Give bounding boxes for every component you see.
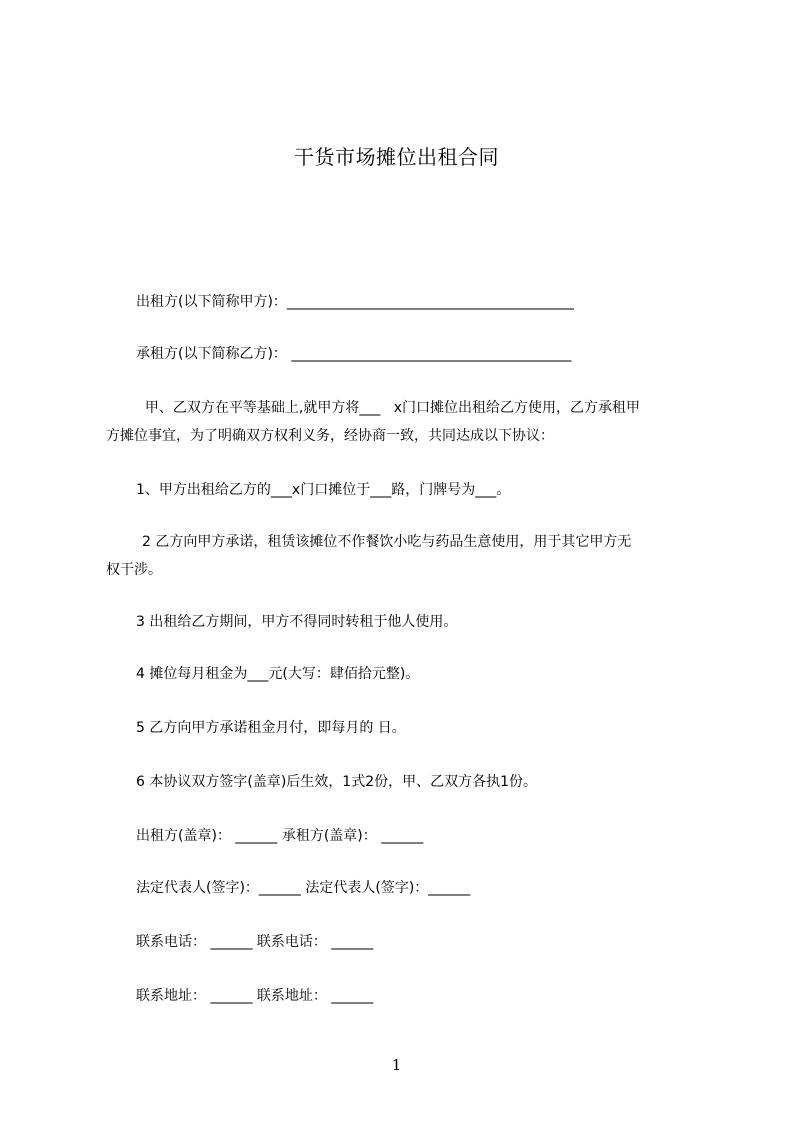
- document-title: 干货市场摊位出租合同: [294, 145, 499, 169]
- intro-line-1: 甲、乙双方在平等基础上,就甲方将___ x门口摊位出租给乙方使用，乙方承租甲: [136, 400, 640, 416]
- lessee-line: 承租方(以下简称乙方)： ________________________________________: [136, 346, 572, 362]
- signature-seal-line: 出租方(盖章)： ______ 承租方(盖章)： ______: [136, 828, 424, 844]
- clause-6: 6 本协议双方签字(盖章)后生效，1式2份，甲、乙双方各执1份。: [136, 774, 538, 790]
- clause-1: 1、甲方出租给乙方的___x门口摊位于___路，门牌号为___。: [136, 482, 511, 498]
- clause-5: 5 乙方向甲方承诺租金月付，即每月的 日。: [136, 720, 406, 736]
- contact-address-line: 联系地址： ______ 联系地址： ______: [136, 988, 374, 1004]
- page-number: 1: [391, 1056, 402, 1074]
- signature-representative-line: 法定代表人(签字)：______ 法定代表人(签字)：______: [136, 880, 471, 896]
- contact-phone-line: 联系电话： ______ 联系电话： ______: [136, 934, 374, 950]
- clause-2-line-2: 权干涉。: [106, 562, 162, 578]
- clause-3: 3 出租给乙方期间，甲方不得同时转租于他人使用。: [136, 614, 458, 630]
- lessor-line: 出租方(以下简称甲方)：_________________________________________: [136, 294, 574, 310]
- clause-4: 4 摊位每月租金为___元(大写：肆佰拾元整)。: [136, 666, 420, 682]
- intro-line-2: 方摊位事宜，为了明确双方权利义务，经协商一致，共同达成以下协议：: [106, 428, 554, 444]
- clause-2-line-1: 2 乙方向甲方承诺，租赁该摊位不作餐饮小吃与药品生意使用，用于其它甲方无: [142, 534, 632, 550]
